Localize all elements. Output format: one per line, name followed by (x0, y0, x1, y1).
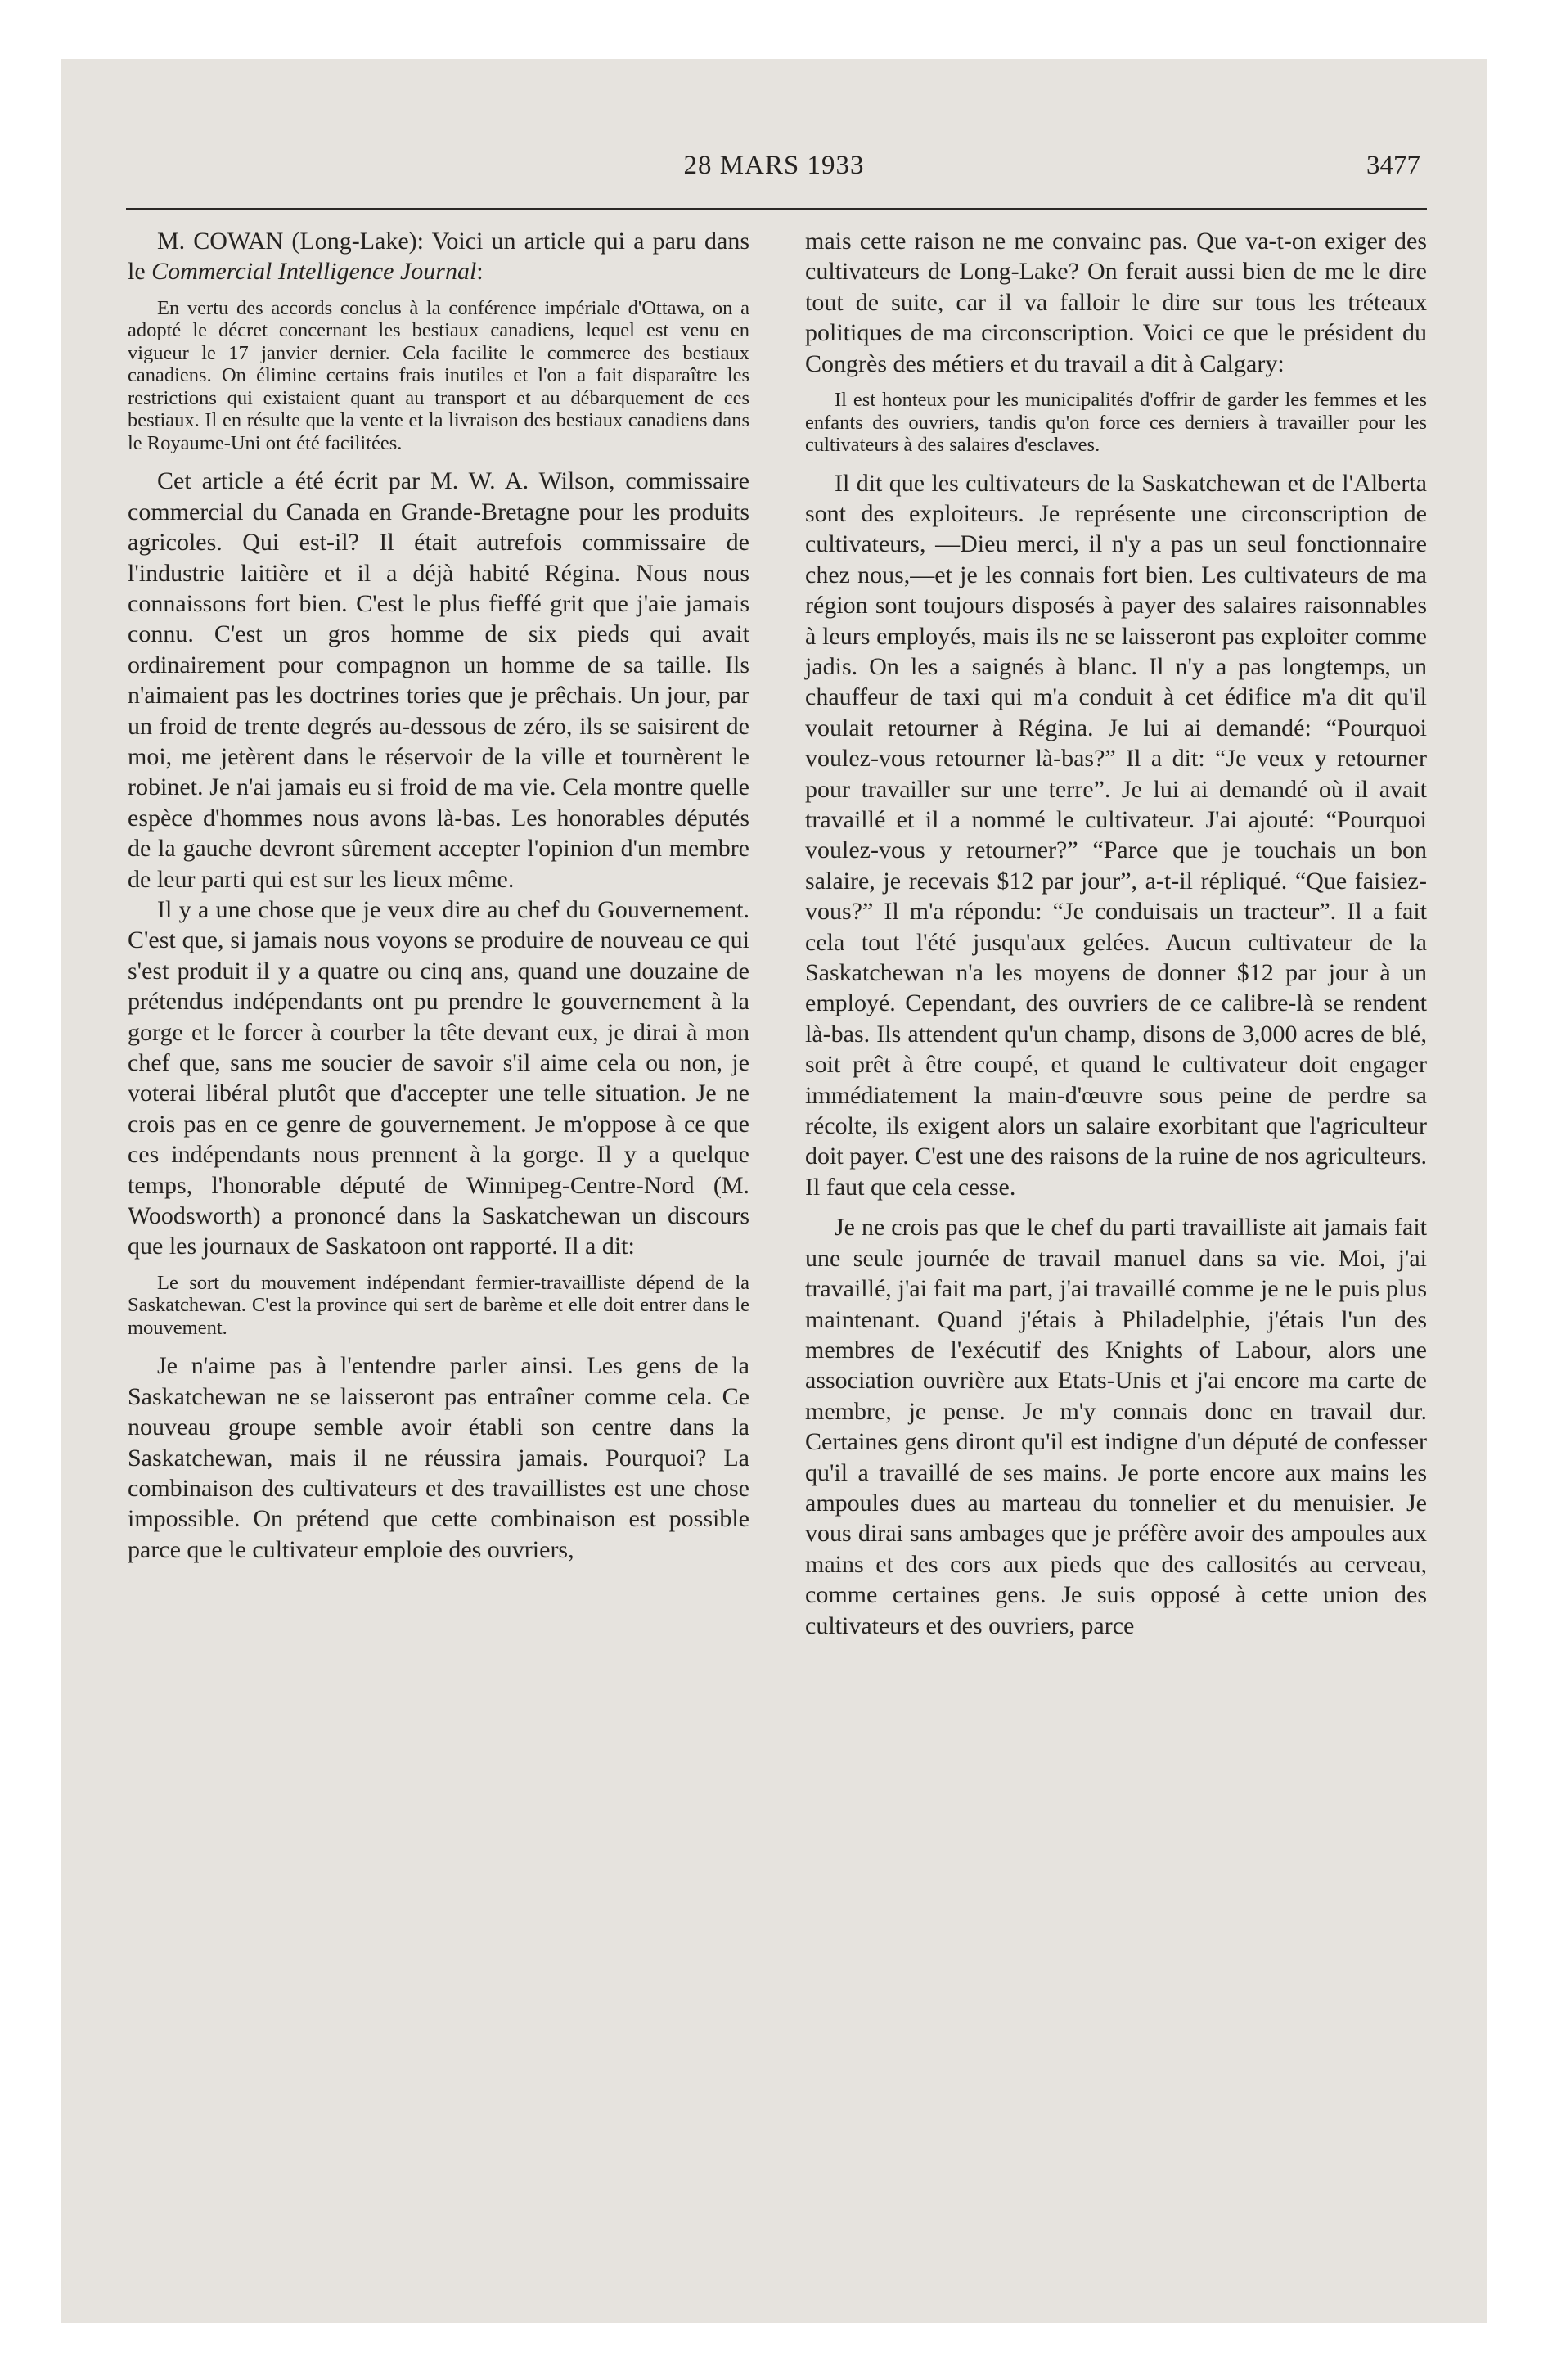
quote-calgary: Il est honteux pour les municipalités d'offrir de garder les femmes et les enfants des ouvriers, tandis qu'on force ces derniers à travailler pour les cultivateurs à des salaires d'esclaves. (805, 389, 1427, 457)
left-column (128, 226, 749, 1565)
journal-title: Commercial Intelligence Journal (151, 258, 477, 286)
quote-livestock-decree: En vertu des accords conclus à la conférence impériale d'Ottawa, on a adopté le décret concernant les bestiaux canadiens, lequel est venu en vigueur le 17 janvier dernier. Cela facilite le commerce des bestiaux canadiens. On élimine certains frais inutiles et l'on a fait disparaître les restrictions qui existaient quant au transport et au débarquement de ces bestiaux. Il en résulte que la vente et la livraison des bestiaux canadiens dans le Royaume-Uni ont été facilitées. (128, 296, 749, 454)
intro-colon: : (476, 258, 484, 286)
paragraph-saskatchewan: Je n'aime pas à l'entendre parler ainsi. Les gens de la Saskatchewan ne se laisseront pas entraîner comme cela. Ce nouveau groupe semble avoir établi son centre dans la Saskatchewan, mais il ne réussira jamais. Pourquoi? La combinaison des cultivateurs et des travaillistes est une chose impossible. On prétend que cette combinaison est possible parce que le cultivateur emploie des ouvriers, (128, 1352, 749, 1563)
paragraph-government-chief: Il y a une chose que je veux dire au chef du Gouvernement. C'est que, si jamais nous voyons se produire de nouveau ce qui s'est produit il y a quatre ou cinq ans, quand une douzaine de prétendus indépendants ont pu prendre le gouvernement à la gorge et le forcer à courber la tête devant eux, je dirai à mon chef que, sans me soucier de savoir s'il aime cela ou non, je voterai libéral plutôt que d'accepter une telle situation. Je ne crois pas en ce genre de gouvernement. Je m'oppose à ce que ces indépendants nous prennent à la gorge. Il y a quelque temps, l'honorable député de Winnipeg-Centre-Nord (M. Woodsworth) a prononcé dans la Saskatchewan un discours que les journaux de Saskatoon ont rapporté. Il a dit: (128, 896, 749, 1260)
document-page (61, 59, 1487, 2323)
paragraph-continuation: mais cette raison ne me convainc pas. Que va-t-on exiger des cultivateurs de Long-Lake? On ferait aussi bien de me le dire tout de suite, car il va falloir le dire sur tous les tréteaux politiques de ma circonscription. Voici ce que le président du Congrès des métiers et du travail a dit à Calgary: (805, 228, 1427, 377)
page-number: 3477 (1366, 151, 1420, 180)
paragraph-wilson: Cet article a été écrit par M. W. A. Wilson, commissaire commercial du Canada en Grande-Bretagne pour les produits agricoles. Qui est-il? Il était autrefois commissaire de l'industrie laitière et il a déjà habité Régina. Nous nous connaissons fort bien. C'est le plus fieffé grit que j'aie jamais connu. C'est un gros homme de six pieds qui avait ordinairement pour compagnon un homme de sa taille. Ils n'aimaient pas les doctrines tories que je prêchais. Un jour, par un froid de trente degrés au-dessous de zéro, ils se saisirent de moi, me jetèrent dans le réservoir de la ville et tournèrent le robinet. Je n'ai jamais eu si froid de ma vie. Cela montre quelle espèce d'hommes nous avons là-bas. Les honorables députés de la gauche devront sûrement accepter l'opinion d'un membre de leur parti qui est sur les lieux même. (128, 467, 749, 893)
paragraph-labour-chief: Je ne crois pas que le chef du parti travailliste ait jamais fait une seule journée de travail manuel dans sa vie. Moi, j'ai travaillé, j'ai fait ma part, j'ai travaillé comme je ne le puis plus maintenant. Quand j'étais à Philadelphie, j'étais l'un des membres de l'exécutif des Knights of Labour, alors une association ouvrière aux Etats-Unis et j'ai encore ma carte de membre, je pense. Je m'y connais donc en travail dur. Certaines gens diront qu'il est indigne d'un député de confesser qu'il a travaillé de ses mains. Je porte encore aux mains les ampoules dues au marteau du tonnelier et du menuisier. Je vous dirai sans ambages que je préfère avoir des ampoules aux mains et des cors aux pieds que des callosités au cerveau, comme certaines gens. Je suis opposé à cette union des cultivateurs et des ouvriers, parce (805, 1214, 1427, 1639)
paragraph-exploiters: Il dit que les cultivateurs de la Saskatchewan et de l'Alberta sont des exploiteurs. Je représente une circonscription de cultivateurs, —Dieu merci, il n'y a pas un seul fonctionnaire chez nous,—et je les connais fort bien. Les cultivateurs de ma région sont toujours disposés à payer des salaires raisonnables à leurs employés, mais ils ne se laisseront pas exploiter comme jadis. On les a saignés à blanc. Il n'y a pas longtemps, un chauffeur de taxi qui m'a conduit à cet édifice m'a dit qu'il voulait retourner à Régina. Je lui ai demandé: “Pourquoi voulez-vous retourner là-bas?” Il a dit: “Je veux y retourner pour travailler sur une terre”. Je lui ai demandé où il avait travaillé et il a nommé le cultivateur. J'ai ajouté: “Pourquoi voulez-vous y retourner?” “Parce que je touchais un bon salaire, je recevais $12 par jour”, a-t-il répliqué. “Que faisiez-vous?” Il m'a répondu: “Je conduisais un tracteur”. Il a fait cela tout l'été jusqu'aux gelées. Aucun cultivateur de la Saskatchewan n'a les moyens de donner $12 par jour à un employé. Cependant, des ouvriers de ce calibre-là se rendent là-bas. Ils attendent qu'un champ, disons de 3,000 acres de blé, soit prêt à être coupé, et quand le cultivateur doit engager immédiatement la main-d'œuvre sous peine de perdre sa récolte, ils exigent alors un salaire exorbitant que l'agriculteur doit payer. C'est une des raisons de la ruine de nos agriculteurs. Il faut que cela cesse. (805, 469, 1427, 1201)
paragraph-cowan-intro (128, 226, 749, 287)
quote-woodsworth: Le sort du mouvement indépendant fermier-travailliste dépend de la Saskatchewan. C'est la province qui sert de barème et elle doit entrer dans le mouvement. (128, 1271, 749, 1339)
page-header (61, 151, 1487, 200)
header-date: 28 MARS 1933 (683, 151, 865, 180)
right-column (805, 226, 1427, 1641)
speaker-intro: M. COWAN (Long-Lake): Voici un article qui a paru dans le (128, 228, 749, 286)
header-rule (126, 208, 1427, 210)
